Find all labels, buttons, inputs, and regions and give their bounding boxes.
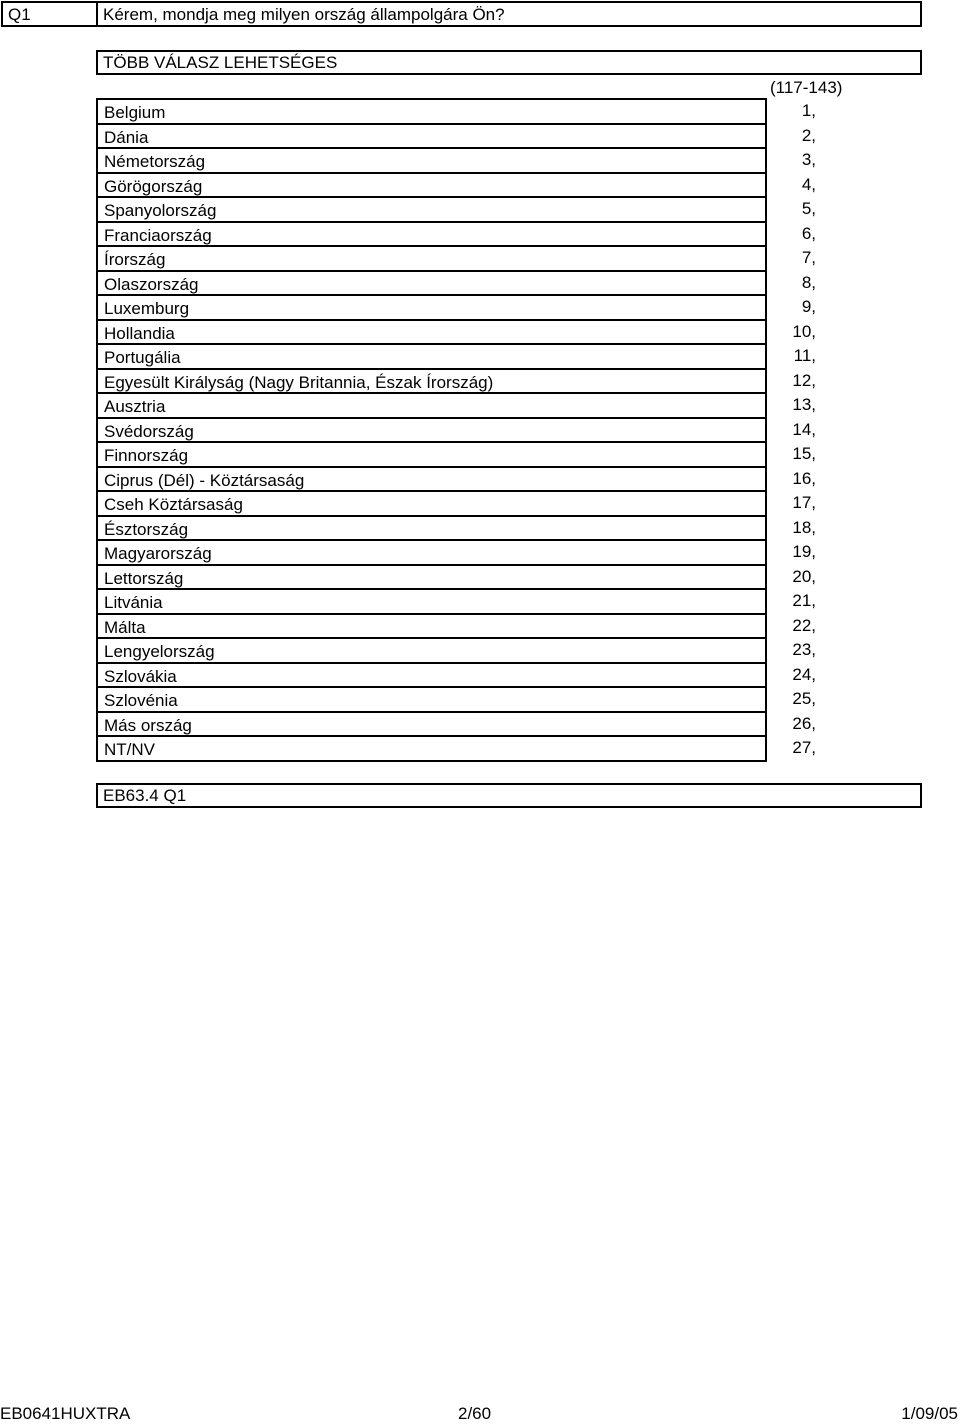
option-row <box>96 735 816 760</box>
option-label-cell <box>96 368 767 395</box>
option-label: NT/NV <box>104 740 155 759</box>
option-label-cell <box>96 343 767 370</box>
footer-page-number: 2/60 <box>458 1404 492 1423</box>
option-label: Görögország <box>104 176 203 196</box>
option-label-cell <box>96 613 767 640</box>
option-code: 8, <box>801 272 816 292</box>
option-label: Észtország <box>104 519 189 539</box>
option-label-cell <box>96 294 767 321</box>
option-code: 3, <box>801 150 816 169</box>
option-label: Magyarország <box>104 544 212 563</box>
option-row <box>96 564 816 589</box>
option-label-cell <box>96 270 767 297</box>
option-code: 20, <box>792 566 816 586</box>
option-label-cell <box>96 147 767 174</box>
option-row <box>96 123 816 148</box>
option-label-cell <box>96 319 767 346</box>
footer-date: 1/09/05 <box>901 1404 958 1423</box>
option-code: 21, <box>792 591 816 610</box>
option-label: Luxemburg <box>104 299 190 318</box>
option-label-cell <box>96 637 767 664</box>
option-label-cell <box>96 245 767 272</box>
reference-bar <box>96 783 922 808</box>
option-row <box>96 319 816 344</box>
option-label-cell <box>96 196 767 223</box>
option-row <box>96 147 816 172</box>
option-row <box>96 196 816 221</box>
option-label-cell <box>96 466 767 493</box>
option-code: 14, <box>792 419 816 439</box>
option-code: 17, <box>792 493 816 512</box>
option-label-cell <box>96 662 767 689</box>
option-row <box>96 613 816 638</box>
option-code: 22, <box>792 615 816 635</box>
option-label: Lengyelország <box>104 642 215 661</box>
option-row <box>96 172 816 197</box>
column-range: (117-143) <box>770 78 843 97</box>
option-code: 27, <box>792 738 816 757</box>
option-label: Belgium <box>104 103 166 122</box>
option-code: 10, <box>792 321 816 341</box>
option-label-cell <box>96 735 767 762</box>
option-code: 9, <box>801 297 816 316</box>
option-row <box>96 270 816 295</box>
option-label: Franciaország <box>104 225 212 245</box>
option-code: 4, <box>801 174 816 194</box>
option-label: Németország <box>104 152 206 171</box>
option-label-cell <box>96 98 767 125</box>
question-text: Kérem, mondja meg milyen ország állampolgára Ön? <box>103 5 505 24</box>
option-row <box>96 441 816 466</box>
option-row <box>96 515 816 540</box>
option-row <box>96 466 816 491</box>
option-label: Cseh Köztársaság <box>104 495 243 514</box>
option-label-cell <box>96 123 767 150</box>
option-label: Írország <box>104 250 166 269</box>
option-row <box>96 245 816 270</box>
option-label: Hollandia <box>104 323 175 343</box>
option-label-cell <box>96 515 767 542</box>
option-code: 18, <box>792 517 816 537</box>
option-row <box>96 392 816 417</box>
options-list <box>96 98 816 760</box>
option-label-cell <box>96 490 767 517</box>
option-row <box>96 490 816 515</box>
option-code: 1, <box>801 101 816 120</box>
option-code: 12, <box>792 370 816 390</box>
option-label: Litvánia <box>104 593 163 612</box>
question-id-cell <box>1 1 98 27</box>
option-label: Szlovénia <box>104 691 178 710</box>
option-label: Ausztria <box>104 397 166 416</box>
option-label-cell <box>96 539 767 566</box>
option-label-cell <box>96 564 767 591</box>
option-label-cell <box>96 417 767 444</box>
multiple-answers-label: TÖBB VÁLASZ LEHETSÉGES <box>103 53 338 72</box>
option-code: 7, <box>801 248 816 267</box>
option-code: 5, <box>801 199 816 218</box>
option-label: Spanyolország <box>104 201 217 220</box>
question-text-cell <box>96 1 922 27</box>
option-code: 24, <box>792 664 816 684</box>
multiple-answers-bar <box>96 50 922 75</box>
option-row <box>96 588 816 613</box>
option-row <box>96 637 816 662</box>
option-row <box>96 686 816 711</box>
option-label-cell <box>96 172 767 199</box>
option-row <box>96 368 816 393</box>
option-code: 16, <box>792 468 816 488</box>
option-label-cell <box>96 588 767 615</box>
option-label: Olaszország <box>104 274 199 294</box>
option-label-cell <box>96 441 767 468</box>
question-id: Q1 <box>8 5 31 24</box>
option-label: Svédország <box>104 421 194 441</box>
page-footer <box>0 1404 960 1423</box>
option-row <box>96 343 816 368</box>
option-label: Portugália <box>104 348 181 367</box>
option-row <box>96 662 816 687</box>
option-code: 26, <box>792 713 816 733</box>
option-code: 2, <box>801 125 816 145</box>
option-label: Dánia <box>104 127 149 147</box>
option-row <box>96 221 816 246</box>
option-code: 6, <box>801 223 816 243</box>
option-label-cell <box>96 711 767 738</box>
option-row <box>96 294 816 319</box>
reference-label: EB63.4 Q1 <box>103 786 187 805</box>
option-code: 13, <box>792 395 816 414</box>
option-label: Ciprus (Dél) - Köztársaság <box>104 470 305 490</box>
option-label: Szlovákia <box>104 666 177 686</box>
option-label: Egyesült Királyság (Nagy Britannia, Észak Írország) <box>104 372 494 392</box>
option-label-cell <box>96 686 767 713</box>
option-label: Finnország <box>104 446 189 465</box>
option-row <box>96 417 816 442</box>
option-code: 25, <box>792 689 816 708</box>
option-row <box>96 539 816 564</box>
option-label: Lettország <box>104 568 184 588</box>
option-row <box>96 98 816 123</box>
option-label-cell <box>96 392 767 419</box>
option-row <box>96 711 816 736</box>
option-label-cell <box>96 221 767 248</box>
footer-document-code: EB0641HUXTRA <box>0 1404 131 1423</box>
option-code: 19, <box>792 542 816 561</box>
option-code: 11, <box>793 346 816 365</box>
option-code: 23, <box>792 640 816 659</box>
option-label: Málta <box>104 617 146 637</box>
option-code: 15, <box>792 444 816 463</box>
option-label: Más ország <box>104 715 192 735</box>
